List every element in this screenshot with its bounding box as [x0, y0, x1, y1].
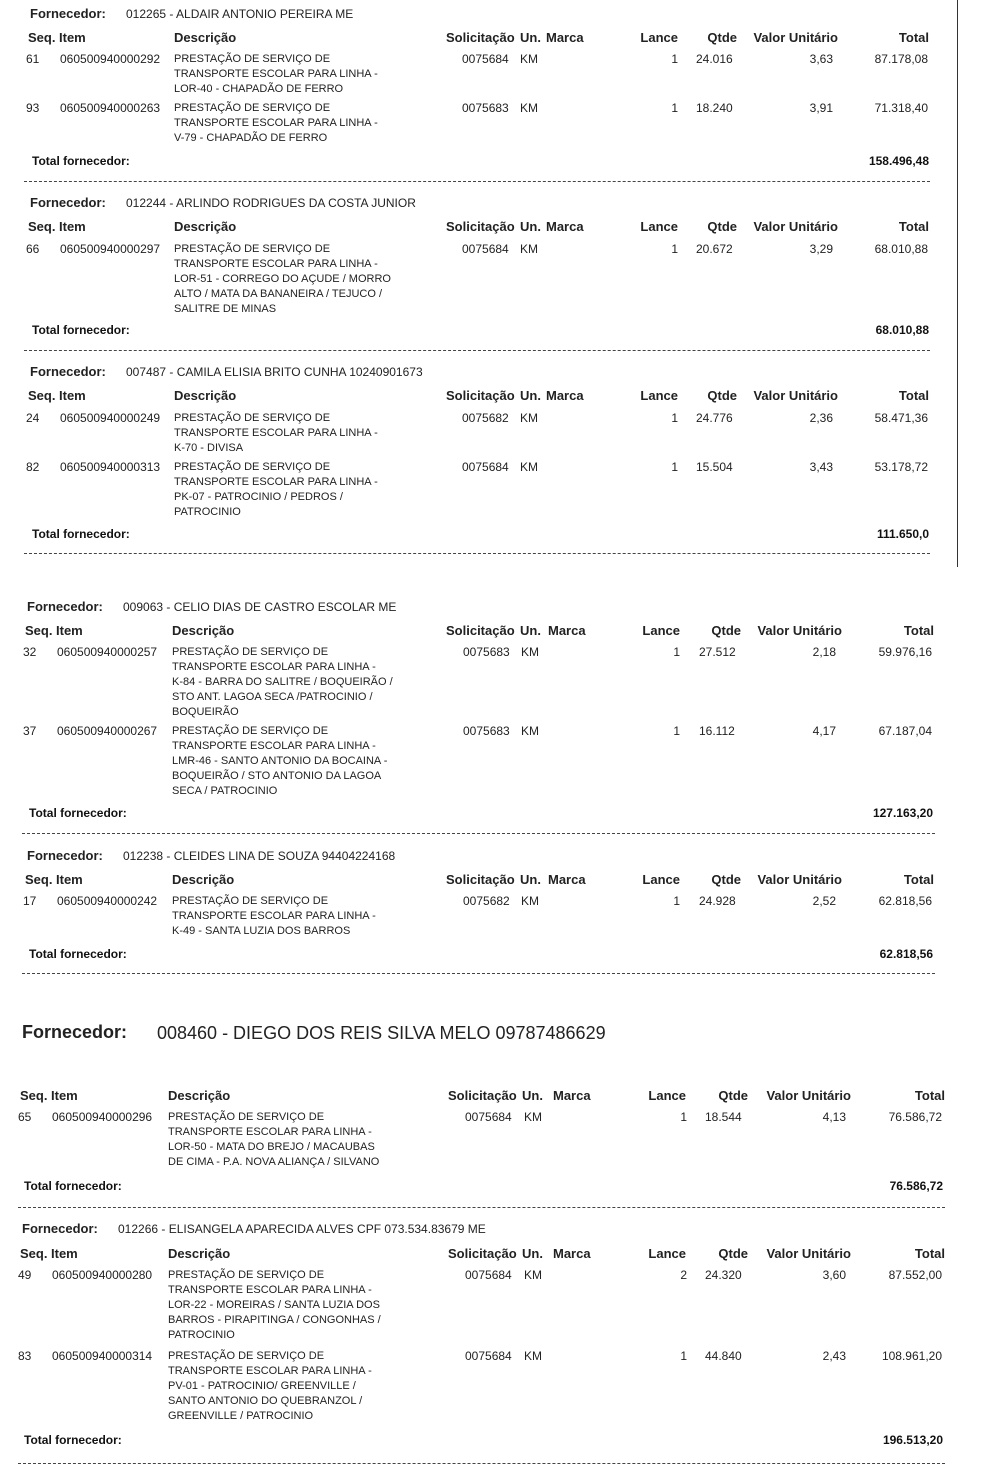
- cell-qtde: 24.776: [696, 411, 733, 425]
- header-marca: Marca: [546, 30, 584, 45]
- cell-descricao: [172, 894, 376, 939]
- table-header: [0, 30, 1000, 46]
- header-qtde: Qtde: [707, 30, 737, 45]
- descricao-line: PRESTAÇÃO DE SERVIÇO DE: [174, 53, 331, 65]
- cell-un: KM: [524, 1110, 542, 1124]
- cell-qtde: 18.544: [705, 1110, 742, 1124]
- cell-solicitacao: 0075684: [465, 1349, 512, 1363]
- descricao-line: TRANSPORTE ESCOLAR PARA LINHA -: [172, 910, 376, 922]
- header-item: Item: [51, 1088, 78, 1103]
- total-fornecedor-label: Total fornecedor:: [24, 1433, 122, 1447]
- cell-item: 060500940000297: [60, 242, 161, 256]
- supplier-label: Fornecedor:: [27, 848, 103, 863]
- header-valor-unitario: Valor Unitário: [766, 1246, 851, 1261]
- cell-item: 060500940000292: [60, 52, 161, 66]
- cell-un: KM: [520, 242, 538, 256]
- header-seq: Seq.: [25, 872, 53, 887]
- descricao-line: SALITRE DE MINAS: [174, 303, 277, 315]
- cell-total: 87.178,08: [874, 52, 928, 66]
- header-marca: Marca: [553, 1246, 591, 1261]
- table-header: [0, 1088, 1000, 1104]
- header-total: Total: [898, 388, 929, 403]
- header-descricao: Descrição: [172, 872, 235, 887]
- cell-un: KM: [520, 460, 538, 474]
- header-seq: Seq.: [25, 623, 53, 638]
- cell-item: 060500940000242: [57, 894, 158, 908]
- total-fornecedor-value: 76.586,72: [889, 1179, 943, 1193]
- cell-un: KM: [521, 645, 539, 659]
- cell-valor-unitario: 2,18: [812, 645, 836, 659]
- total-fornecedor-value: 158.496,48: [868, 154, 929, 168]
- descricao-line: LMR-46 - SANTO ANTONIO DA BOCAINA -: [172, 755, 388, 767]
- header-valor-unitario: Valor Unitário: [757, 872, 842, 887]
- header-descricao: Descrição: [174, 30, 237, 45]
- header-valor-unitario: Valor Unitário: [766, 1088, 851, 1103]
- dashed-separator: [22, 973, 935, 974]
- descricao-line: LOR-22 - MOREIRAS / SANTA LUZIA DOS: [168, 1299, 380, 1311]
- cell-total: 53.178,72: [874, 460, 928, 474]
- cell-valor-unitario: 3,43: [809, 460, 833, 474]
- descricao-line: TRANSPORTE ESCOLAR PARA LINHA -: [174, 68, 378, 80]
- cell-valor-unitario: 4,13: [822, 1110, 846, 1124]
- header-descricao: Descrição: [174, 219, 237, 234]
- header-total: Total: [898, 219, 929, 234]
- cell-un: KM: [524, 1349, 542, 1363]
- cell-valor-unitario: 3,29: [809, 242, 833, 256]
- header-lance: Lance: [642, 872, 680, 887]
- descricao-line: K-70 - DIVISA: [174, 442, 244, 454]
- cell-solicitacao: 0075684: [465, 1110, 512, 1124]
- cell-solicitacao: 0075683: [463, 724, 510, 738]
- descricao-line: TRANSPORTE ESCOLAR PARA LINHA -: [172, 661, 376, 673]
- dashed-separator: [18, 1463, 945, 1464]
- descricao-line: STO ANT. LAGOA SECA /PATROCINIO /: [172, 691, 373, 703]
- descricao-line: PRESTAÇÃO DE SERVIÇO DE: [172, 725, 329, 737]
- descricao-line: TRANSPORTE ESCOLAR PARA LINHA -: [174, 117, 378, 129]
- cell-qtde: 20.672: [696, 242, 733, 256]
- header-un: Un.: [520, 623, 541, 638]
- descricao-line: TRANSPORTE ESCOLAR PARA LINHA -: [168, 1365, 372, 1377]
- cell-total: 59.976,16: [878, 645, 932, 659]
- cell-descricao: [174, 52, 378, 97]
- header-qtde: Qtde: [718, 1246, 748, 1261]
- cell-lance: 1: [671, 411, 678, 425]
- descricao-line: BARROS - PIRAPITINGA / CONGONHAS /: [168, 1314, 381, 1326]
- cell-un: KM: [520, 52, 538, 66]
- cell-total: 68.010,88: [874, 242, 928, 256]
- supplier-name: 012265 - ALDAIR ANTONIO PEREIRA ME: [126, 7, 354, 21]
- descricao-line: PRESTAÇÃO DE SERVIÇO DE: [174, 102, 331, 114]
- total-fornecedor-label: Total fornecedor:: [32, 154, 130, 168]
- header-un: Un.: [520, 219, 541, 234]
- cell-solicitacao: 0075684: [465, 1268, 512, 1282]
- header-solicitacao: Solicitação: [448, 1246, 517, 1261]
- cell-descricao: [168, 1110, 379, 1170]
- cell-item: 060500940000280: [52, 1268, 153, 1282]
- descricao-line: GREENVILLE / PATROCINIO: [168, 1410, 314, 1422]
- cell-valor-unitario: 2,43: [822, 1349, 846, 1363]
- header-valor-unitario: Valor Unitário: [753, 30, 838, 45]
- cell-item: 060500940000267: [57, 724, 158, 738]
- table-row: [0, 724, 1000, 804]
- total-fornecedor-label: Total fornecedor:: [29, 806, 127, 820]
- header-seq: Seq.: [28, 30, 56, 45]
- header-marca: Marca: [546, 219, 584, 234]
- cell-seq: 37: [23, 724, 37, 738]
- cell-un: KM: [521, 724, 539, 738]
- dashed-separator: [24, 350, 930, 351]
- supplier-name: 009063 - CELIO DIAS DE CASTRO ESCOLAR ME: [123, 600, 397, 614]
- supplier-label: Fornecedor:: [22, 1022, 128, 1042]
- descricao-line: TRANSPORTE ESCOLAR PARA LINHA -: [174, 476, 378, 488]
- header-descricao: Descrição: [168, 1246, 231, 1261]
- header-qtde: Qtde: [711, 872, 741, 887]
- header-lance: Lance: [648, 1088, 686, 1103]
- cell-seq: 66: [26, 242, 40, 256]
- cell-descricao: [168, 1268, 381, 1343]
- supplier-name: 012266 - ELISANGELA APARECIDA ALVES CPF 073.534.83679 ME: [118, 1222, 486, 1236]
- descricao-line: PRESTAÇÃO DE SERVIÇO DE: [174, 461, 331, 473]
- descricao-line: PRESTAÇÃO DE SERVIÇO DE: [168, 1111, 325, 1123]
- cell-descricao: [174, 101, 378, 146]
- cell-descricao: [172, 724, 387, 799]
- header-solicitacao: Solicitação: [448, 1088, 517, 1103]
- header-lance: Lance: [640, 219, 678, 234]
- header-seq: Seq.: [20, 1088, 48, 1103]
- cell-valor-unitario: 4,17: [812, 724, 836, 738]
- cell-item: 060500940000296: [52, 1110, 153, 1124]
- dashed-separator: [22, 833, 935, 834]
- total-fornecedor-value: 68.010,88: [875, 323, 929, 337]
- cell-lance: 2: [680, 1268, 687, 1282]
- cell-solicitacao: 0075683: [463, 645, 510, 659]
- cell-descricao: [172, 645, 393, 720]
- table-row: [0, 1349, 1000, 1429]
- cell-lance: 1: [673, 645, 680, 659]
- header-total: Total: [914, 1246, 945, 1261]
- cell-item: 060500940000257: [57, 645, 158, 659]
- table-header: [0, 388, 1000, 404]
- descricao-line: LOR-50 - MATA DO BREJO / MACAUBAS: [168, 1141, 375, 1153]
- cell-descricao: [174, 460, 378, 520]
- cell-lance: 1: [680, 1349, 687, 1363]
- cell-item: 060500940000313: [60, 460, 161, 474]
- header-total: Total: [903, 872, 934, 887]
- cell-total: 58.471,36: [874, 411, 928, 425]
- dashed-separator: [24, 181, 930, 182]
- cell-solicitacao: 0075684: [462, 242, 509, 256]
- descricao-line: LOR-40 - CHAPADÃO DE FERRO: [174, 83, 344, 95]
- descricao-line: PV-01 - PATROCINIO/ GREENVILLE /: [168, 1380, 356, 1392]
- cell-item: 060500940000263: [60, 101, 161, 115]
- total-fornecedor-label: Total fornecedor:: [32, 323, 130, 337]
- descricao-line: K-84 - BARRA DO SALITRE / BOQUEIRÃO /: [172, 676, 393, 688]
- header-total: Total: [914, 1088, 945, 1103]
- descricao-line: TRANSPORTE ESCOLAR PARA LINHA -: [168, 1284, 372, 1296]
- total-fornecedor-value: 127.163,20: [872, 806, 933, 820]
- header-solicitacao: Solicitação: [446, 872, 515, 887]
- descricao-line: PRESTAÇÃO DE SERVIÇO DE: [172, 895, 329, 907]
- descricao-line: LOR-51 - CORREGO DO AÇUDE / MORRO: [174, 273, 391, 285]
- header-valor-unitario: Valor Unitário: [753, 388, 838, 403]
- header-item: Item: [51, 1246, 78, 1261]
- header-total: Total: [903, 623, 934, 638]
- cell-qtde: 24.320: [705, 1268, 742, 1282]
- header-qtde: Qtde: [707, 388, 737, 403]
- cell-total: 76.586,72: [888, 1110, 942, 1124]
- descricao-line: BOQUEIRÃO / STO ANTONIO DA LAGOA: [172, 770, 382, 782]
- cell-un: KM: [520, 101, 538, 115]
- supplier-label: Fornecedor:: [27, 599, 103, 614]
- header-lance: Lance: [640, 30, 678, 45]
- descricao-line: PRESTAÇÃO DE SERVIÇO DE: [168, 1269, 325, 1281]
- descricao-line: TRANSPORTE ESCOLAR PARA LINHA -: [174, 258, 378, 270]
- header-valor-unitario: Valor Unitário: [757, 623, 842, 638]
- cell-lance: 1: [671, 460, 678, 474]
- header-solicitacao: Solicitação: [446, 219, 515, 234]
- descricao-line: ALTO / MATA DA BANANEIRA / TEJUCO /: [174, 288, 383, 300]
- descricao-line: PATROCINIO: [174, 506, 241, 518]
- table-row: [0, 1110, 1000, 1190]
- cell-valor-unitario: 3,63: [809, 52, 833, 66]
- supplier-name: 012238 - CLEIDES LINA DE SOUZA 94404224168: [123, 849, 396, 863]
- cell-seq: 32: [23, 645, 37, 659]
- cell-solicitacao: 0075682: [462, 411, 509, 425]
- cell-lance: 1: [673, 724, 680, 738]
- cell-valor-unitario: 2,52: [812, 894, 836, 908]
- header-seq: Seq.: [28, 219, 56, 234]
- header-item: Item: [56, 623, 83, 638]
- header-item: Item: [59, 388, 86, 403]
- header-un: Un.: [520, 872, 541, 887]
- cell-seq: 24: [26, 411, 40, 425]
- header-un: Un.: [522, 1088, 543, 1103]
- header-seq: Seq.: [28, 388, 56, 403]
- cell-un: KM: [524, 1268, 542, 1282]
- descricao-line: BOQUEIRÃO: [172, 706, 239, 718]
- descricao-line: TRANSPORTE ESCOLAR PARA LINHA -: [172, 740, 376, 752]
- total-fornecedor-value: 196.513,20: [882, 1433, 943, 1447]
- header-seq: Seq.: [20, 1246, 48, 1261]
- header-descricao: Descrição: [174, 388, 237, 403]
- header-qtde: Qtde: [718, 1088, 748, 1103]
- cell-qtde: 15.504: [696, 460, 733, 474]
- descricao-line: TRANSPORTE ESCOLAR PARA LINHA -: [168, 1126, 372, 1138]
- total-fornecedor-value: 111.650,0: [876, 527, 929, 541]
- descricao-line: DE CIMA - P.A. NOVA ALIANÇA / SILVANO: [168, 1156, 380, 1168]
- cell-solicitacao: 0075682: [463, 894, 510, 908]
- cell-qtde: 44.840: [705, 1349, 742, 1363]
- total-fornecedor-label: Total fornecedor:: [32, 527, 130, 541]
- supplier-name: 012244 - ARLINDO RODRIGUES DA COSTA JUNIOR: [126, 196, 416, 210]
- header-item: Item: [59, 219, 86, 234]
- cell-qtde: 27.512: [699, 645, 736, 659]
- cell-solicitacao: 0075683: [462, 101, 509, 115]
- descricao-line: K-49 - SANTA LUZIA DOS BARROS: [172, 925, 351, 937]
- cell-qtde: 24.016: [696, 52, 733, 66]
- supplier-label: Fornecedor:: [30, 195, 106, 210]
- header-solicitacao: Solicitação: [446, 388, 515, 403]
- cell-descricao: [174, 242, 391, 317]
- dashed-separator: [24, 553, 930, 554]
- header-descricao: Descrição: [168, 1088, 231, 1103]
- header-qtde: Qtde: [707, 219, 737, 234]
- table-header: [0, 872, 1000, 888]
- header-un: Un.: [520, 388, 541, 403]
- cell-valor-unitario: 3,60: [822, 1268, 846, 1282]
- cell-total: 62.818,56: [878, 894, 932, 908]
- supplier-label: Fornecedor:: [30, 6, 106, 21]
- descricao-line: PRESTAÇÃO DE SERVIÇO DE: [174, 412, 331, 424]
- cell-lance: 1: [673, 894, 680, 908]
- cell-qtde: 16.112: [699, 724, 735, 738]
- header-lance: Lance: [642, 623, 680, 638]
- cell-un: KM: [521, 894, 539, 908]
- descricao-line: TRANSPORTE ESCOLAR PARA LINHA -: [174, 427, 378, 439]
- total-fornecedor-value: 62.818,56: [879, 947, 933, 961]
- header-marca: Marca: [553, 1088, 591, 1103]
- header-qtde: Qtde: [711, 623, 741, 638]
- supplier-label: Fornecedor:: [30, 364, 106, 379]
- descricao-line: PRESTAÇÃO DE SERVIÇO DE: [168, 1350, 325, 1362]
- supplier-name: 007487 - CAMILA ELISIA BRITO CUNHA 10240901673: [126, 365, 423, 379]
- descricao-line: V-79 - CHAPADÃO DE FERRO: [174, 132, 328, 144]
- cell-total: 67.187,04: [878, 724, 932, 738]
- descricao-line: SANTO ANTONIO DO QUEBRANZOL /: [168, 1395, 363, 1407]
- cell-valor-unitario: 2,36: [809, 411, 833, 425]
- descricao-line: SECA / PATROCINIO: [172, 785, 278, 797]
- cell-lance: 1: [671, 242, 678, 256]
- cell-qtde: 18.240: [696, 101, 733, 115]
- cell-descricao: [174, 411, 378, 456]
- header-un: Un.: [520, 30, 541, 45]
- cell-seq: 49: [18, 1268, 32, 1282]
- cell-lance: 1: [671, 52, 678, 66]
- cell-seq: 93: [26, 101, 40, 115]
- table-row: [0, 101, 1000, 181]
- descricao-line: PRESTAÇÃO DE SERVIÇO DE: [174, 243, 331, 255]
- cell-seq: 17: [23, 894, 37, 908]
- header-descricao: Descrição: [172, 623, 235, 638]
- cell-item: 060500940000249: [60, 411, 161, 425]
- table-header: [0, 623, 1000, 639]
- cell-lance: 1: [671, 101, 678, 115]
- cell-total: 108.961,20: [881, 1349, 942, 1363]
- cell-total: 71.318,40: [874, 101, 928, 115]
- descricao-line: PK-07 - PATROCINIO / PEDROS /: [174, 491, 343, 503]
- table-row: [0, 645, 1000, 725]
- table-row: [0, 894, 1000, 974]
- header-solicitacao: Solicitação: [446, 30, 515, 45]
- cell-total: 87.552,00: [888, 1268, 942, 1282]
- cell-solicitacao: 0075684: [462, 460, 509, 474]
- descricao-line: PATROCINIO: [168, 1329, 235, 1341]
- table-row: [0, 1268, 1000, 1348]
- table-row: [0, 242, 1000, 322]
- cell-qtde: 24.928: [699, 894, 736, 908]
- header-valor-unitario: Valor Unitário: [753, 219, 838, 234]
- header-marca: Marca: [548, 872, 586, 887]
- header-solicitacao: Solicitação: [446, 623, 515, 638]
- header-item: Item: [59, 30, 86, 45]
- header-marca: Marca: [546, 388, 584, 403]
- cell-valor-unitario: 3,91: [809, 101, 833, 115]
- supplier-label: Fornecedor:: [22, 1221, 98, 1236]
- cell-un: KM: [520, 411, 538, 425]
- supplier-name: 008460 - DIEGO DOS REIS SILVA MELO 09787486629: [157, 1023, 606, 1043]
- header-lance: Lance: [648, 1246, 686, 1261]
- cell-seq: 65: [18, 1110, 32, 1124]
- descricao-line: PRESTAÇÃO DE SERVIÇO DE: [172, 646, 329, 658]
- cell-descricao: [168, 1349, 372, 1424]
- cell-seq: 61: [26, 52, 40, 66]
- total-fornecedor-label: Total fornecedor:: [24, 1179, 122, 1193]
- dashed-separator: [18, 1207, 945, 1208]
- cell-item: 060500940000314: [52, 1349, 153, 1363]
- header-total: Total: [898, 30, 929, 45]
- cell-seq: 83: [18, 1349, 32, 1363]
- header-lance: Lance: [640, 388, 678, 403]
- header-item: Item: [56, 872, 83, 887]
- table-header: [0, 219, 1000, 235]
- table-header: [0, 1246, 1000, 1262]
- cell-seq: 82: [26, 460, 40, 474]
- total-fornecedor-label: Total fornecedor:: [29, 947, 127, 961]
- cell-solicitacao: 0075684: [462, 52, 509, 66]
- header-un: Un.: [522, 1246, 543, 1261]
- header-marca: Marca: [548, 623, 586, 638]
- cell-lance: 1: [680, 1110, 687, 1124]
